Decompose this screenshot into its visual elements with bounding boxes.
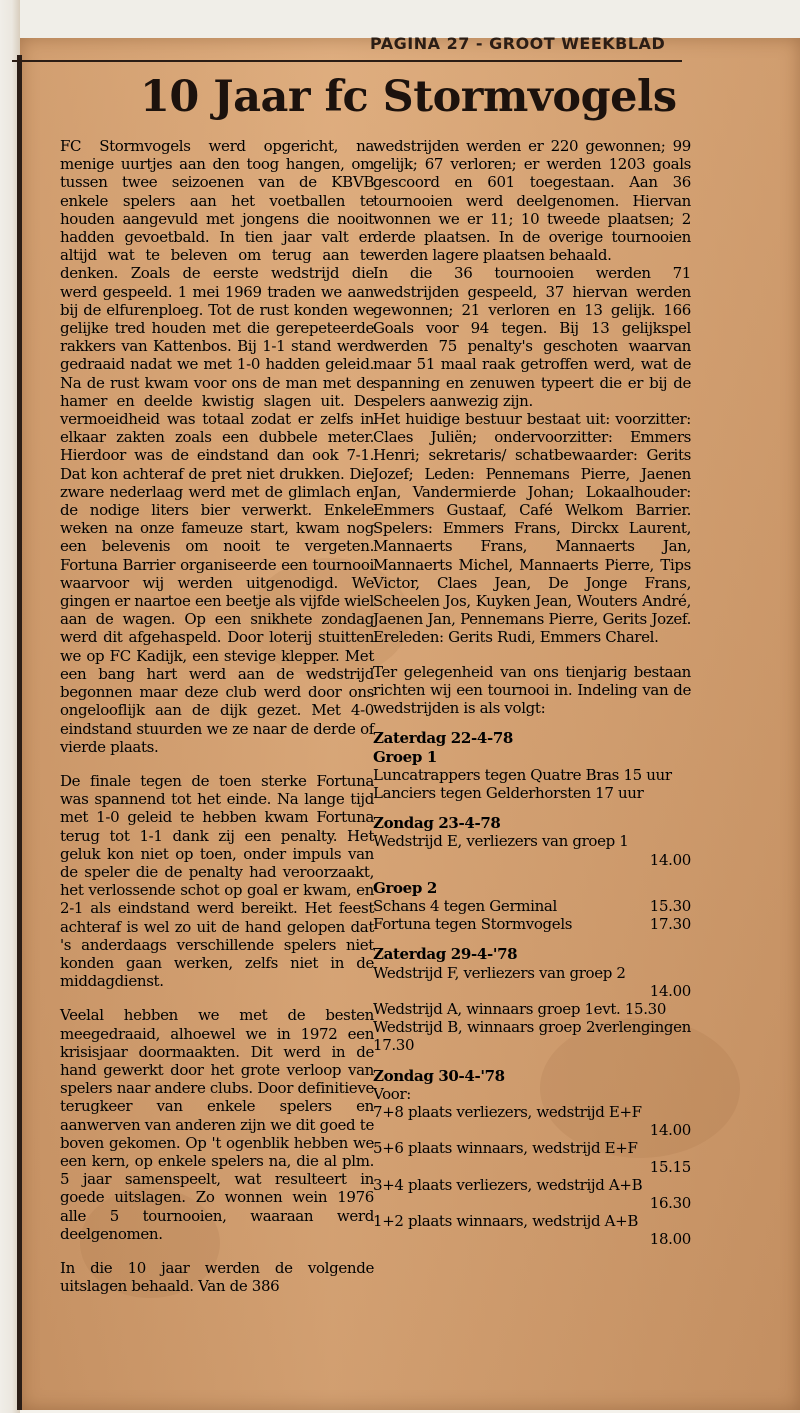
paragraph: Ter gelegenheid van ons tienjarig bestaan richten wij een tournooi in. Indeling van de wedstrijden is als volgt: (373, 662, 691, 718)
schedule-line: Wedstrijd F, verliezers van groep 2 (373, 963, 626, 982)
schedule-line: Lanciers tegen Gelderhorsten 17 uur (373, 783, 644, 802)
paragraph: In die 36 tournooien werden 71 wedstrijden gespeeld, 37 hiervan werden gewonnen; 21 verloren en 13 gelijk. 166 Goals voor 94 tegen. Bij 13 gelijkspel werden 75 penalty's geschoten waarvan maar 51 maal raak getroffen werd, wat de spanning en zenuwen typeert die er bij de spelers aanwezig zijn. (373, 264, 691, 410)
column-border-rule (17, 55, 22, 1410)
schedule-line: 1+2 plaats winnaars, wedstrijd A+B (373, 1212, 639, 1231)
schedule-group: Groep 1 (373, 747, 437, 766)
article-column-left (60, 137, 374, 1311)
paragraph: In die 10 jaar werden de volgende uitslagen behaald. Van de 386 (60, 1258, 374, 1296)
schedule-day: Zaterdag 29-4-'78 (373, 945, 518, 964)
schedule-day: Zaterdag 22-4-78 (373, 729, 513, 748)
schedule-day: Zondag 23-4-78 (373, 814, 501, 833)
header-rule (12, 60, 682, 62)
page-margin-top (0, 0, 800, 38)
schedule-group: Groep 2 (373, 878, 437, 897)
tournament-schedule (373, 729, 691, 1248)
schedule-line: Wedstrijd E, verliezers van groep 1 (373, 832, 629, 851)
schedule-line: 3+4 plaats verliezers, wedstrijd A+B (373, 1175, 643, 1194)
paragraph: wedstrijden werden er 220 gewonnen; 99 gelijk; 67 verloren; er werden 1203 goals gescoord en 601 toegestaan. Aan 36 tournooien werd deelgenomen. Hiervan wonnen we er 11; 10 tweede plaatsen; 2 derde plaatsen. In de overige tournooien werden lagere plaatsen behaald. (373, 137, 691, 265)
article-title: 10 Jaar fc Stormvogels (140, 72, 677, 122)
schedule-line: Voor: (373, 1084, 411, 1103)
schedule-time: 14.00 (649, 981, 691, 1000)
paragraph: Het huidige bestuur bestaat uit: voorzitter: Claes Juliën; ondervoorzitter: Emmers Henri; sekretaris/ schatbewaarder: Gerits Jozef; Leden: Pennemans Pierre, Jaenen Jan, Vandermierde Johan; Lokaalhouder: Emmers Gustaaf, Café Welkom Barrier. Spelers: Emmers Frans, Dirckx Laurent, Mannaerts Frans, Mannaerts Jan, Mannaerts Michel, Mannaerts Pierre, Tips Victor, Claes Jean, De Jonge Frans, Scheelen Jos, Kuyken Jean, Wouters André, Jaenen Jan, Pennemans Pierre, Gerits Jozef. Ereleden: Gerits Rudi, Emmers Charel. (373, 410, 691, 647)
schedule-time: 18.00 (649, 1230, 691, 1249)
schedule-line: Fortuna tegen Stormvogels (373, 915, 573, 934)
paragraph: FC Stormvogels werd opgericht, na menige uurtjes aan den toog hangen, om tussen twee seizoenen van de KBVB enkele spelers aan het voetballen te houden aangevuld met jongens die nooit hadden gevoetbald. In tien jaar valt er altijd wat te beleven om terug aan te denken. Zoals de eerste wedstrijd die werd gespeeld. 1 mei 1969 traden we aan bij de elfurenploeg. Tot de rust konden we gelijke tred houden met die gerepeteerde rakkers van Kattenbos. Bij 1-1 stand werd gedraaid nadat we met 1-0 hadden geleid. Na de rust kwam voor ons de man met de hamer en deelde kwistig slagen uit. De vermoeidheid was totaal zodat er zelfs in elkaar zakten zoals een dubbele meter. Hierdoor was de eindstand dan ook 7-1. Dat kon achteraf de pret niet drukken. Die zware nederlaag werd met de glimlach en de nodige liters bier verwerkt. Enkele weken na onze fameuze start, kwam nog een belevenis om nooit te vergeten. Fortuna Barrier organiseerde een tournooi waarvoor wij werden uitgenodigd. We gingen er naartoe een beetje als vijfde wiel aan de wagen. Op een snikhete zondag werd dit afgehaspeld. Door loterij stuitten we op FC Kadijk, een stevige klepper. Met een bang hart werd aan de wedstrijd begonnen maar deze club werd door ons ongelooflijk aan de dijk gezet. Met 4-0 eindstand stuurden we ze naar de derde of vierde plaats. (60, 137, 374, 756)
schedule-time: 17.30 (649, 915, 691, 934)
schedule-time: 15.15 (649, 1157, 691, 1176)
schedule-time: 14.00 (649, 850, 691, 869)
schedule-line: Luncatrappers tegen Quatre Bras 15 uur (373, 765, 672, 784)
schedule-line: 5+6 plaats winnaars, wedstrijd E+F (373, 1139, 638, 1158)
page-header: PAGINA 27 - GROOT WEEKBLAD (370, 34, 666, 53)
schedule-line: Schans 4 tegen Germinal (373, 896, 557, 915)
schedule-time: 14.00 (649, 1121, 691, 1140)
schedule-line: Wedstrijd B, winnaars groep 2verlengingen 17.30 (373, 1018, 691, 1055)
paragraph: De finale tegen de toen sterke Fortuna was spannend tot het einde. Na lange tijd met 1-0 geleid te hebben kwam Fortuna terug tot 1-1 dank zij een penalty. Het geluk kon niet op toen, onder impuls van de speler die de penalty had veroorzaakt, het verlossende schot op goal er kwam, en 2-1 als eindstand werd bereikt. Het feest achteraf is wel zo uit de hand gelopen dat 's anderdaags verschillende spelers niet konden gaan werken, zelfs niet in de middagdienst. (60, 771, 374, 991)
article-column-right (373, 137, 691, 1249)
schedule-time: 16.30 (649, 1193, 691, 1212)
schedule-row (373, 897, 691, 915)
schedule-line: Wedstrijd A, winnaars groep 1evt. 15.30 (373, 999, 667, 1018)
schedule-row (373, 915, 691, 933)
schedule-day: Zondag 30-4-'78 (373, 1066, 505, 1085)
schedule-line: 7+8 plaats verliezers, wedstrijd E+F (373, 1102, 642, 1121)
paragraph: Veelal hebben we met de besten meegedraaid, alhoewel we in 1972 een krisisjaar doormaakten. Dit werd in de hand gewerkt door het grote verloop van spelers naar andere clubs. Door definitieve terugkeer van enkele spelers en aanwerven van anderen zijn we dit goed te boven gekomen. Op 't ogenblik hebben we een kern, op enkele spelers na, die al plm. 5 jaar samenspeelt, wat resulteert in goede uitslagen. Zo wonnen wein 1976 alle 5 tournooien, waaraan werd deelgenomen. (60, 1006, 374, 1243)
schedule-time: 15.30 (649, 896, 691, 915)
